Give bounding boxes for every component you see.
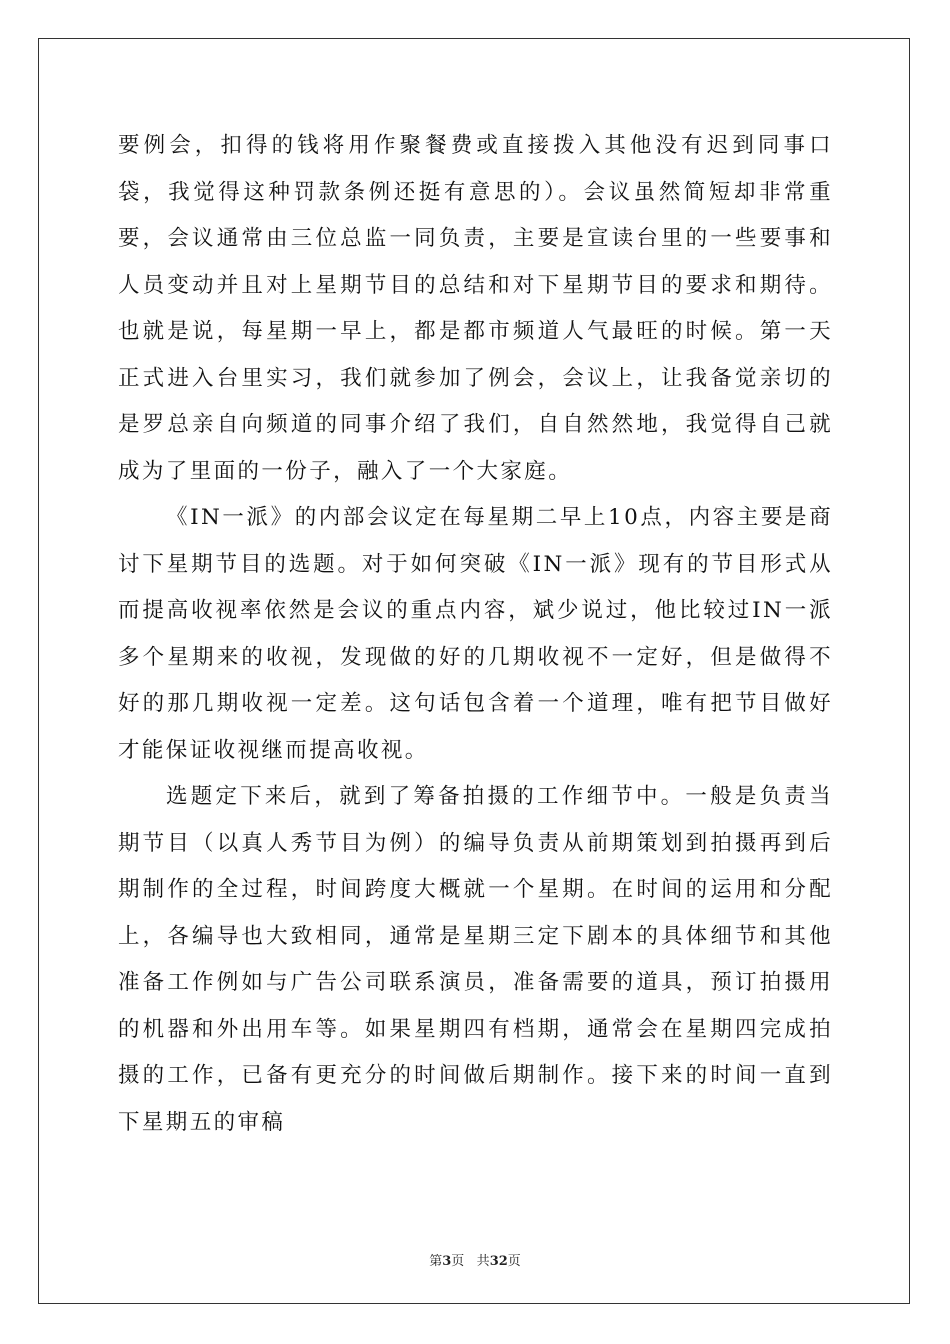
- total-prefix: 共: [476, 1254, 490, 1269]
- page-prefix: 第: [429, 1254, 443, 1269]
- paragraph-3: 选题定下来后，就到了筹备拍摄的工作细节中。一般是负责当期节目（以真人秀节目为例）的编导负责从前期策划到拍摄再到后期制作的全过程，时间跨度大概就一个星期。在时间的运用和分配上，各编导也大致相同，通常是星期三定下剧本的具体细节和其他准备工作例如与广告公司联系演员，准备需要的道具，预订拍摄用的机器和外出用车等。如果星期四有档期，通常会在星期四完成拍摄的工作，已备有更充分的时间做后期制作。接下来的时间一直到下星期五的审稿: [118, 784, 833, 1135]
- document-body: [118, 123, 833, 1146]
- paragraph-2: 《IN一派》的内部会议定在每星期二早上10点，内容主要是商讨下星期节目的选题。对于如何突破《IN一派》现有的节目形式从而提高收视率依然是会议的重点内容，斌少说过，他比较过IN一派多个星期来的收视，发现做的好的几期收视不一定好，但是做得不好的那几期收视一定差。这句话包含着一个道理，唯有把节目做好才能保证收视继而提高收视。: [118, 505, 833, 763]
- total-pages: 32: [489, 1254, 508, 1269]
- page-suffix: 页: [451, 1254, 465, 1269]
- total-suffix: 页: [507, 1254, 521, 1269]
- paragraph-1: 要例会，扣得的钱将用作聚餐费或直接拨入其他没有迟到同事口袋，我觉得这种罚款条例还挺有意思的）。会议虽然简短却非常重要，会议通常由三位总监一同负责，主要是宣读台里的一些要事和人员变动并且对上星期节目的总结和对下星期节目的要求和期待。也就是说，每星期一早上，都是都市频道人气最旺的时候。第一天正式进入台里实习，我们就参加了例会，会议上，让我备觉亲切的是罗总亲自向频道的同事介绍了我们，自自然然地，我觉得自己就成为了里面的一份子，融入了一个大家庭。: [118, 133, 833, 484]
- page-footer: [0, 1250, 950, 1269]
- page-number: 3: [442, 1254, 452, 1269]
